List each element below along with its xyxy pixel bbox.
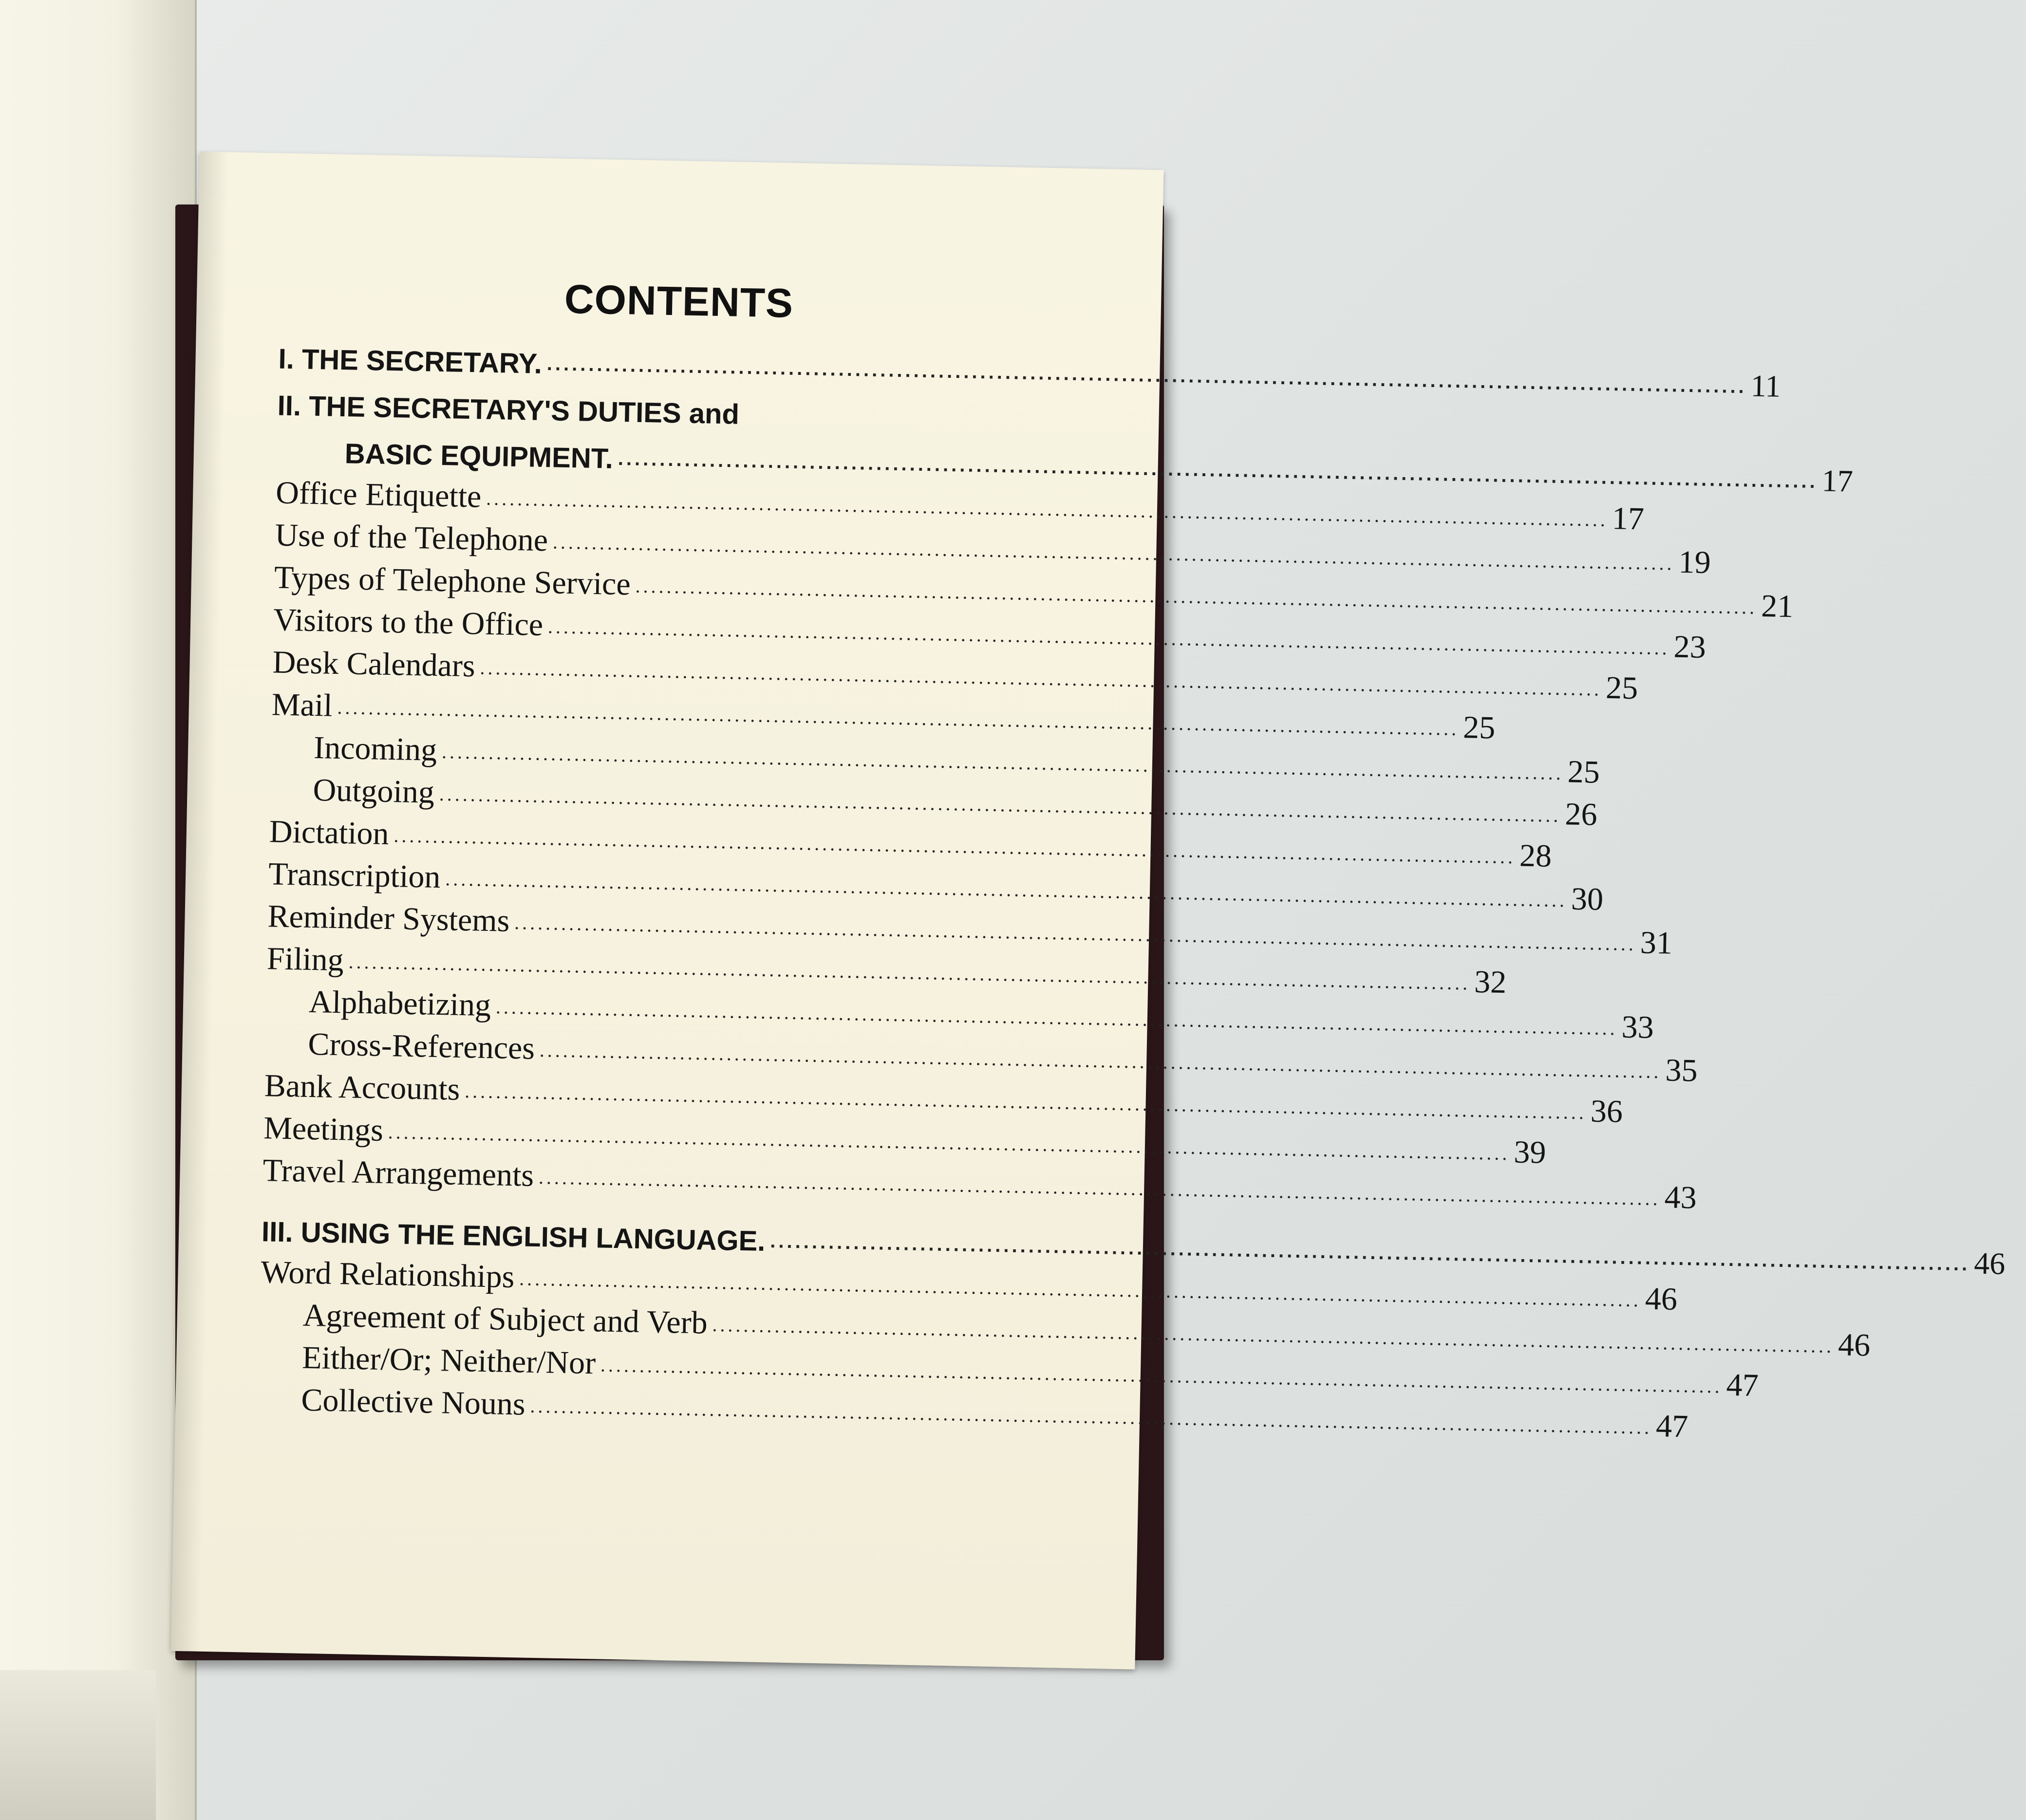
page-number: 47 [1655,1408,1688,1445]
dot-leader: ................................................................................................................................................ [600,1354,1723,1397]
page-number: 39 [1513,1134,1547,1170]
toc-subentry: Cross-References ................................................................................................................................................ 35 [307,1026,1698,1089]
page-number: 25 [1567,754,1600,790]
toc-subentry: Outgoing ................................................................................................................................................ 26 [312,772,1598,833]
table-of-contents [258,328,2006,1445]
dot-leader: ................................................................................................................................................ [547,615,1670,659]
page-number: 46 [1973,1245,2006,1281]
toc-entry: Filing ................................................................................................................................................ 32 [266,941,1507,1001]
page-number: 47 [1726,1367,1759,1404]
page-number: 17 [1612,501,1645,537]
dot-leader: ................................................................................................................................................ [439,782,1561,827]
toc-subentry: Either/Or; Neither/Nor ................................................................................................................................................ 47 [301,1339,1759,1404]
page-title: CONTENTS [564,276,794,326]
toc-entry: Office Etiquette ................................................................................................................................................ 17 [275,475,1645,537]
toc-subentry: Incoming ................................................................................................................................................ 25 [313,730,1600,790]
dot-leader: ................................................................................................................................................ [712,1313,1835,1357]
dot-leader: ................................................................................................................................................ [480,656,1602,700]
dot-leader: ................................................................................................................................................ [348,950,1471,994]
dot-leader: ................................................................................................................................................ [519,1267,1642,1311]
page-number: 26 [1564,796,1598,833]
dot-leader: ................................................................................................................................................ [337,696,1460,740]
toc-entry: Visitors to the Office ................................................................................................................................................ 23 [273,602,1707,665]
page-number: 31 [1640,925,1673,961]
toc-subentry: Collective Nouns ................................................................................................................................................ 47 [300,1382,1688,1445]
page-number: 43 [1664,1179,1697,1216]
page-number: 30 [1571,881,1604,917]
chapter-label: I. THE SECRETARY. [278,343,543,380]
toc-entry: Transcription ................................................................................................................................................ 30 [268,856,1604,917]
dot-leader: ................................................................................................................................................ [552,531,1675,575]
page-number: 11 [1750,368,1782,404]
dot-leader: ................................................................................................................................................ [441,741,1564,784]
dot-leader: ................................................................................................................................................ [514,911,1637,955]
toc-entry: Types of Telephone Service ................................................................................................................................................ 21 [274,559,1794,625]
contents-page [171,151,2006,1669]
page-number: 25 [1463,709,1496,746]
dot-leader: ................................................................................................................................................ [394,824,1516,868]
dot-leader: ................................................................................................................................................ [530,1394,1652,1439]
page-number: 21 [1761,588,1794,625]
chapter-label: BASIC EQUIPMENT. [344,438,614,475]
page-number: 28 [1519,837,1552,874]
dot-leader: ................................................................................................................................................ [635,575,1758,618]
toc-entry: Dictation ................................................................................................................................................ 28 [269,814,1552,874]
page-number: 33 [1621,1009,1654,1045]
page-number: 17 [1821,463,1854,499]
dot-leader: ................................................................................................................................................ [388,1121,1510,1165]
page-number: 19 [1678,544,1711,580]
dot-leader: ................................................................................................................................................ [486,487,1609,531]
page-number: 32 [1474,964,1507,1001]
dot-leader: ................................................................................................................................................ [464,1080,1587,1124]
toc-subentry: Agreement of Subject and Verb ................................................................................................................................................ 46 [302,1297,1871,1363]
left-page-edge [0,1670,156,1820]
toc-subentry: Alphabetizing ................................................................................................................................................ 33 [308,984,1654,1045]
page-number: 23 [1673,629,1707,665]
page-number: 25 [1605,669,1638,706]
page-number: 46 [1838,1327,1871,1363]
chapter-label: III. USING THE ENGLISH LANGUAGE. [261,1216,766,1257]
toc-entry: Use of the Telephone ................................................................................................................................................ 19 [274,517,1711,580]
page-number: 36 [1590,1093,1623,1130]
toc-chapter-2-line1: II. THE SECRETARY'S DUTIES and [277,390,740,430]
dot-leader: ................................................................................................................................................ [546,353,1747,398]
dot-leader: ................................................................................................................................................ [618,447,1819,493]
left-page [0,0,197,1820]
toc-entry: Desk Calendars ................................................................................................................................................ 25 [272,644,1638,706]
page-number: 46 [1645,1281,1678,1317]
dot-leader: ................................................................................................................................................ [769,1230,1970,1275]
toc-entry: Bank Accounts ................................................................................................................................................ 36 [264,1068,1623,1130]
toc-entry: Word Relationships ................................................................................................................................................ 46 [260,1254,1678,1317]
toc-entry: Meetings ................................................................................................................................................ 39 [263,1110,1547,1170]
dot-leader: ................................................................................................................................................ [538,1166,1661,1210]
dot-leader: ................................................................................................................................................ [495,996,1618,1040]
toc-entry: Reminder Systems ................................................................................................................................................ 31 [267,898,1673,961]
dot-leader: ................................................................................................................................................ [445,868,1568,911]
page-number: 35 [1665,1052,1698,1089]
toc-entry: Travel Arrangements ................................................................................................................................................ 43 [262,1152,1697,1216]
dot-leader: ................................................................................................................................................ [539,1039,1662,1083]
toc-entry: Mail ................................................................................................................................................ 25 [271,687,1496,746]
